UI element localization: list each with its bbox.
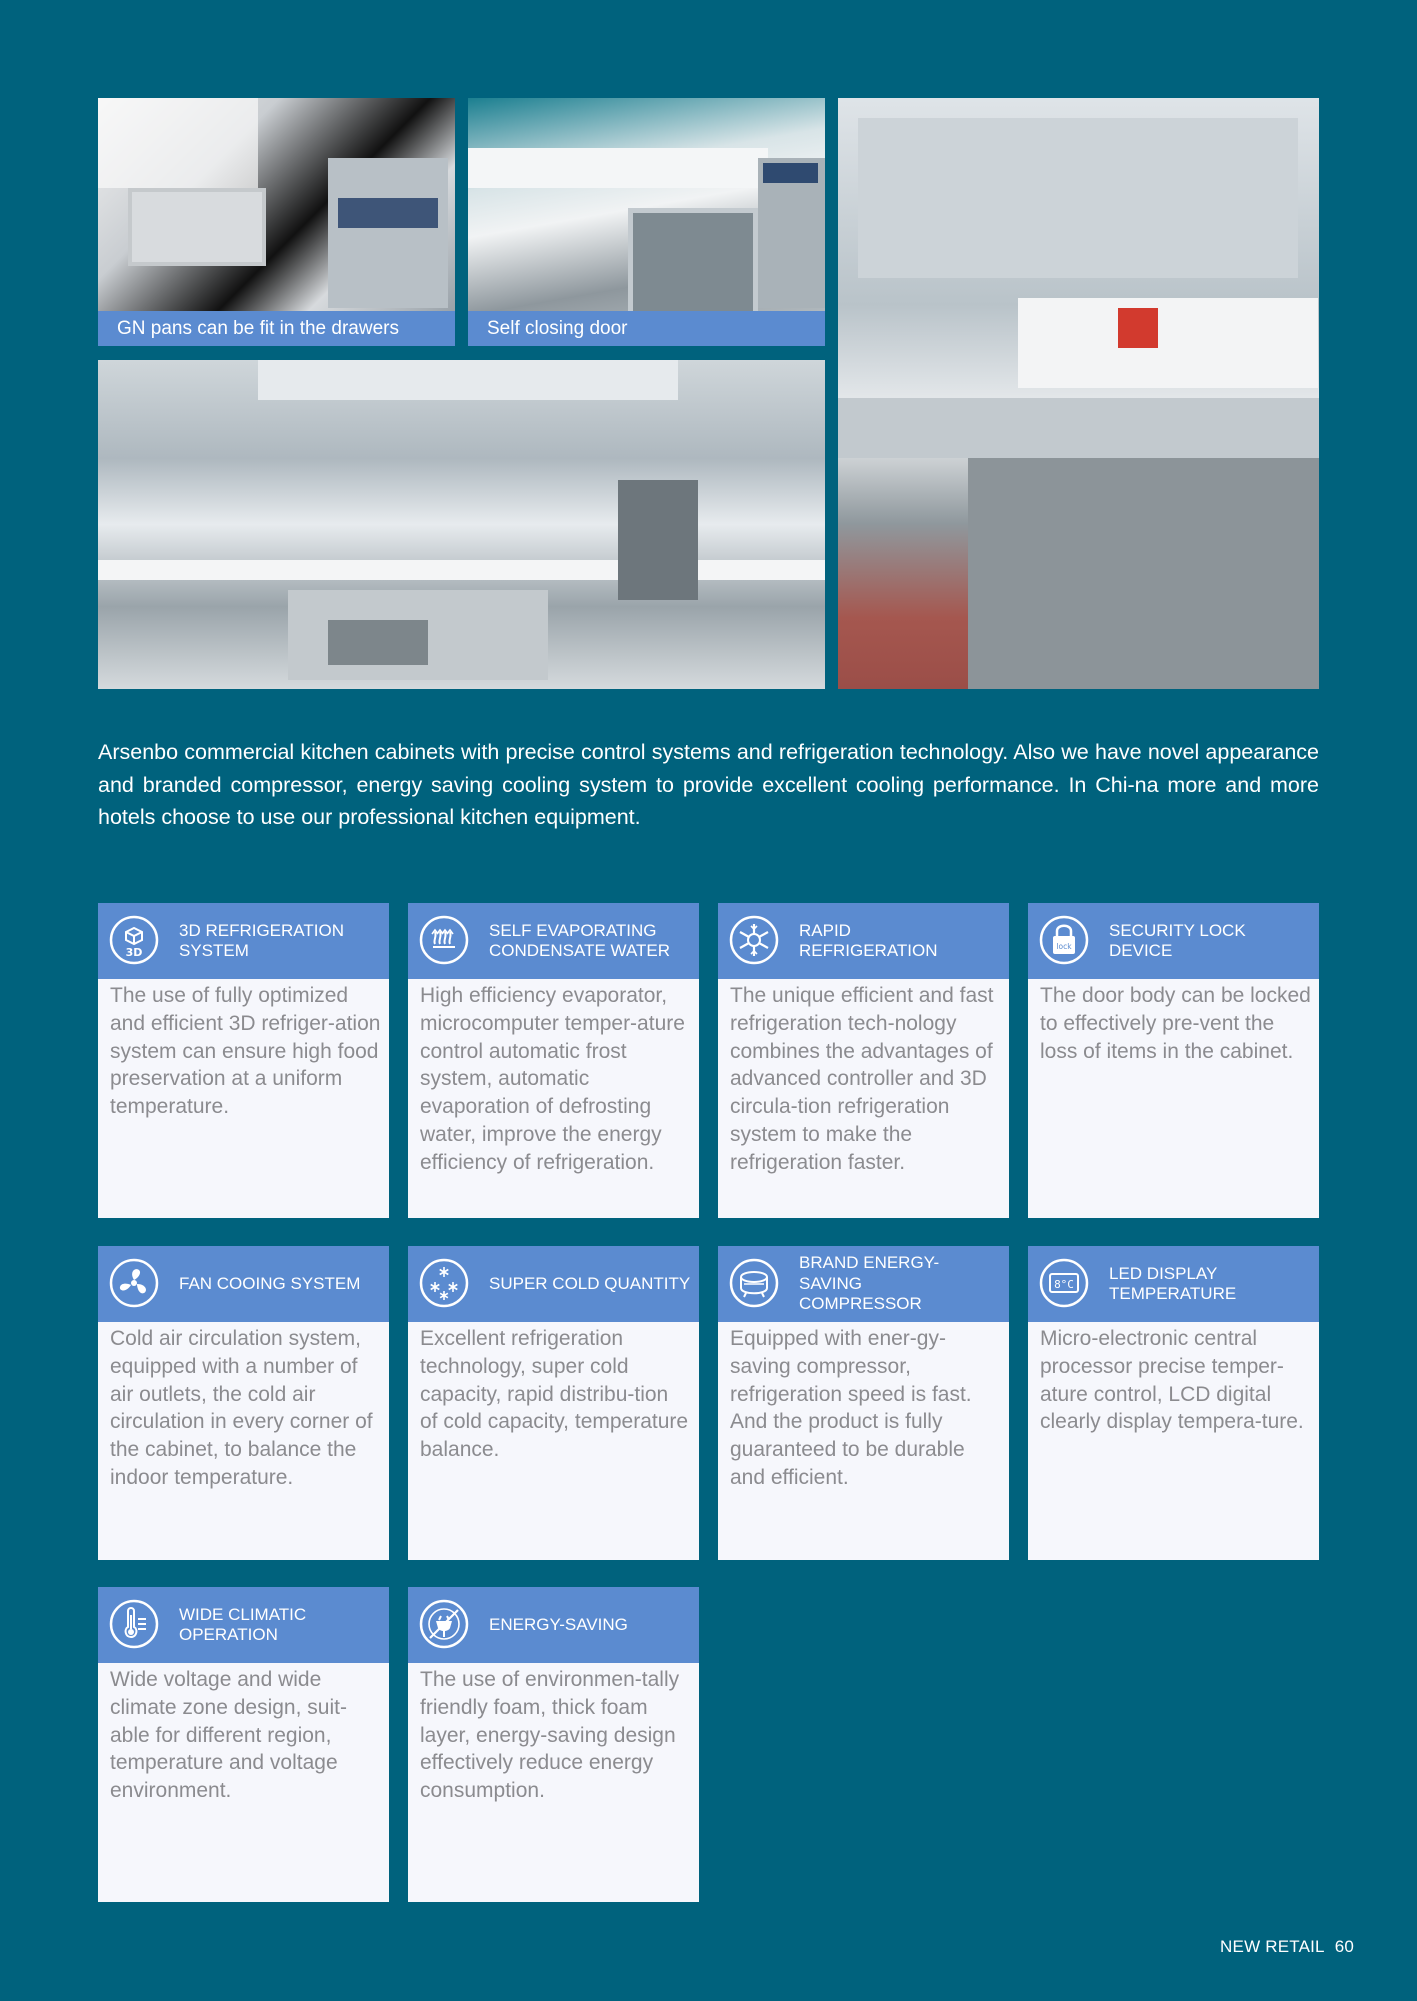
thermometer-icon — [109, 1599, 159, 1649]
feature-description: High efficiency evaporator, microcomputer temper-ature control automatic frost system, automatic evaporation of defrosting water, improve the energy efficiency of refrigeration. — [420, 984, 685, 1174]
lock-icon — [1039, 915, 1089, 965]
lock-icon-label: lock — [1056, 942, 1072, 951]
feature-title: LED DISPLAY TEMPERATURE — [1109, 1263, 1237, 1303]
feature-card — [98, 1587, 389, 1902]
feature-card — [408, 1587, 699, 1902]
feature-description: Excellent refrigeration technology, super cold capacity, rapid distribu-tion of cold capacity, temperature balance. — [420, 1327, 689, 1462]
feature-title: ENERGY-SAVING — [489, 1614, 628, 1634]
page-number: 60 — [1334, 1937, 1354, 1956]
feature-card — [1028, 1246, 1319, 1560]
feature-title: WIDE CLIMATIC OPERATION — [179, 1604, 307, 1644]
feature-card-header — [718, 903, 1009, 979]
led-display-readout: 8°C — [1054, 1278, 1074, 1291]
feature-card-header — [718, 1246, 1009, 1322]
fan-icon — [109, 1258, 159, 1308]
led-display-icon — [1039, 1258, 1089, 1308]
snowflake-cluster-icon — [419, 1258, 469, 1308]
feature-card-header — [98, 903, 389, 979]
snowflake-gear-icon — [729, 915, 779, 965]
feature-description: Wide voltage and wide climate zone design, suit-able for different region, temperature and voltage environment. — [110, 1668, 347, 1803]
feature-description: Micro-electronic central processor precise temper-ature control, LCD digital clearly display tempera-ture. — [1040, 1327, 1304, 1434]
feature-card — [98, 903, 389, 1218]
compressor-icon — [729, 1258, 779, 1308]
feature-card — [408, 1246, 699, 1560]
feature-card-header — [1028, 903, 1319, 979]
door-photo — [468, 98, 825, 346]
intro-paragraph: Arsenbo commercial kitchen cabinets with precise control systems and refrigeration technology. Also we have novel appearance and branded compressor, energy saving cooling system to provide excellent cooling performance. In Chi-na more and more hotels choose to use our professional kitchen equipment. — [98, 740, 1319, 829]
photo-caption: GN pans can be fit in the drawers — [98, 311, 455, 346]
feature-card-header — [408, 1246, 699, 1322]
feature-card-header — [408, 1587, 699, 1663]
drawer-photo — [98, 98, 455, 346]
feature-title: 3D REFRIGERATION SYSTEM — [179, 920, 344, 960]
feature-title: BRAND ENERGY- SAVING COMPRESSOR — [799, 1253, 940, 1314]
svg-text:3D: 3D — [125, 946, 143, 959]
plug-leaf-icon — [419, 1599, 469, 1649]
feature-card-header — [1028, 1246, 1319, 1322]
feature-title: FAN COOING SYSTEM — [179, 1273, 361, 1293]
feature-card-header — [408, 903, 699, 979]
feature-card — [98, 1246, 389, 1560]
feature-card — [408, 903, 699, 1218]
feature-card-header — [98, 1246, 389, 1322]
section-label: NEW RETAIL — [1220, 1937, 1325, 1956]
feature-card-header — [98, 1587, 389, 1663]
feature-description: The use of fully optimized and efficient 3D refriger-ation system can ensure high food preservation at a uniform temperature. — [110, 984, 381, 1119]
photo-caption: Self closing door — [468, 311, 825, 346]
feature-card — [718, 903, 1009, 1218]
feature-description: The unique efficient and fast refrigeration tech-nology combines the advantages of advanced controller and 3D circula-tion refrigeration system to make the refrigeration faster. — [730, 984, 994, 1174]
feature-description: The use of environmen-tally friendly foam, thick foam layer, energy-saving design effectively reduce energy consumption. — [420, 1668, 680, 1803]
feature-card — [1028, 903, 1319, 1218]
kitchen-photo — [838, 98, 1319, 689]
feature-title: SUPER COLD QUANTITY — [489, 1273, 691, 1293]
feature-description: Cold air circulation system, equipped with a number of air outlets, the cold air circulation in every corner of the cabinet, to balance the indoor temperature. — [110, 1327, 373, 1489]
feature-description: The door body can be locked to effectively pre-vent the loss of items in the cabinet. — [1040, 984, 1311, 1063]
page-footer — [1220, 1937, 1354, 1957]
feature-card — [718, 1246, 1009, 1560]
feature-description: Equipped with ener-gy-saving compressor, refrigeration speed is fast. And the product is fully guaranteed to be durable and efficient. — [730, 1327, 972, 1489]
feature-title: SELF EVAPORATING CONDENSATE WATER — [489, 920, 671, 960]
cube-3d-icon — [109, 915, 159, 965]
feature-title: RAPID REFRIGERATION — [799, 920, 938, 960]
condensate-water-icon — [419, 915, 469, 965]
kitchen-photo — [98, 360, 825, 689]
feature-title: SECURITY LOCK DEVICE — [1109, 920, 1246, 960]
